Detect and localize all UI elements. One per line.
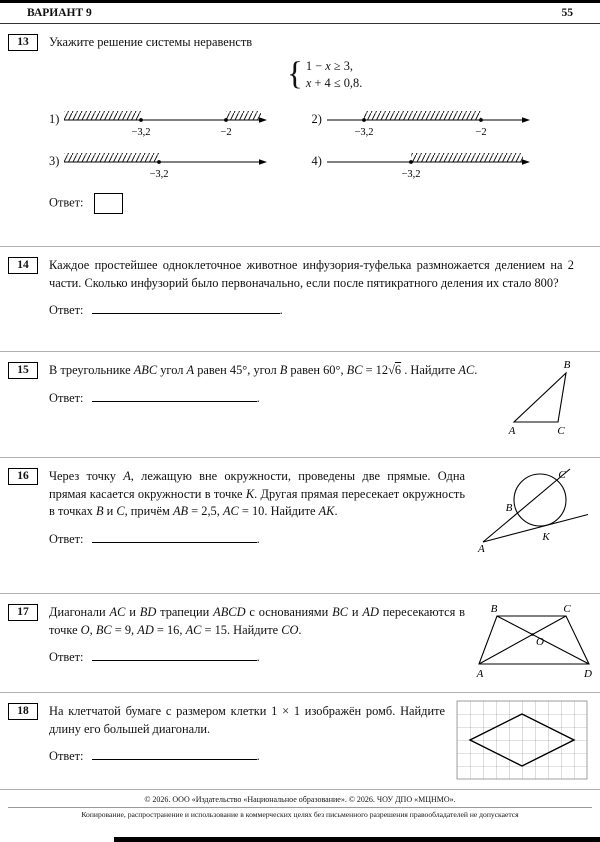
answer-period: . [256, 390, 260, 405]
problem-17-number-badge: 17 [8, 604, 38, 621]
problem-14-text: Каждое простейшее одноклеточное животное инфузория-туфелька размножается делением на 2 части. Сколько инфузорий было первоначально, если после пятикратного деления их стало 800? [49, 258, 574, 290]
point-label-k: K [542, 531, 550, 543]
answer-options [49, 104, 574, 180]
answer-period: . [256, 650, 260, 665]
arrowhead-icon [522, 159, 530, 164]
arrowhead-icon [259, 117, 267, 122]
problem-14 [0, 247, 600, 352]
problem-18-text: На клетчатой бумаге с размером клетки 1 × 1 изображён ромб. Найдите длину его большей диагонали. [49, 704, 445, 736]
point-dot [139, 118, 143, 122]
page-header [0, 3, 600, 24]
option-4 [312, 146, 575, 180]
answer-label: Ответ: [49, 531, 84, 546]
problem-16-body [49, 468, 465, 548]
answer-blank-line [92, 302, 280, 314]
options-row-1 [49, 104, 574, 138]
intersection-dot [531, 633, 534, 636]
answer-row-15 [49, 390, 495, 408]
vertex-label-b: B [563, 359, 571, 371]
vertex-label-d: D [584, 668, 592, 680]
problem-13-text: Укажите решение системы неравенств [49, 35, 253, 49]
copyright-line: © 2026. ООО «Издательство «Национальное образование». © 2026. ЧОУ ДПО «МЦНМО». [8, 795, 592, 808]
vertex-label-c: C [563, 604, 571, 615]
answer-row-18 [49, 748, 445, 766]
problem-13-body [49, 34, 574, 214]
problem-13-number-badge: 13 [8, 34, 38, 51]
point-label-a: A [478, 543, 485, 554]
option-1-label: 1) [49, 111, 60, 126]
problem-16 [0, 458, 600, 594]
answer-period: . [279, 303, 283, 318]
tick-label: −2 [475, 126, 487, 138]
problem-17-text: Диагонали AC и BD трапеции ABCD с основаниями BC и AD пересекаются в точке O, BC = 9, AD = 16, AC = 15. Найдите CO. [49, 605, 466, 637]
problem-17 [0, 594, 600, 693]
number-line-option-3 [63, 146, 268, 180]
point-dot [224, 118, 228, 122]
grid [457, 701, 587, 779]
point-dot [479, 118, 483, 122]
answer-period: . [256, 749, 260, 764]
arrowhead-icon [522, 117, 530, 122]
system-line-1: 1 − x ≥ 3, [305, 58, 354, 73]
vertex-label-a: A [476, 668, 484, 680]
number-line-option-2 [326, 104, 531, 138]
point-label-b: B [505, 502, 513, 514]
tick-label: −2 [220, 126, 232, 138]
point-dot [409, 160, 413, 164]
triangle-figure [506, 358, 590, 436]
answer-row-13 [49, 193, 574, 214]
hatch-region [64, 153, 159, 162]
hatch-region [364, 111, 481, 120]
point-label-o: O [536, 636, 544, 648]
option-3 [49, 146, 312, 180]
problem-14-row [0, 247, 600, 320]
rhombus-grid-figure [456, 700, 588, 780]
scan-black-bar [114, 837, 600, 842]
answer-row-14 [49, 302, 574, 320]
circle-figure [476, 466, 594, 554]
problem-18-number-badge: 18 [8, 703, 38, 720]
point-dot [362, 118, 366, 122]
options-row-2 [49, 146, 574, 180]
problem-14-number-badge: 14 [8, 257, 38, 274]
point-dot [157, 160, 161, 164]
tick-label: −3,2 [149, 168, 169, 180]
answer-blank-line [92, 390, 257, 402]
tick-label: −3,2 [131, 126, 151, 138]
problem-15-number-badge: 15 [8, 362, 38, 379]
hatch-region [64, 111, 141, 120]
tick-label: −3,2 [401, 168, 421, 180]
page-footer [0, 795, 600, 842]
vertex-label-c: C [557, 425, 565, 436]
answer-label: Ответ: [49, 303, 84, 318]
answer-box [94, 193, 123, 214]
problem-18 [0, 693, 600, 790]
vertex-label-a: A [508, 425, 516, 436]
answer-label: Ответ: [49, 749, 84, 764]
option-4-label: 4) [311, 153, 322, 168]
circle-shape [514, 474, 566, 526]
problem-18-body [49, 703, 445, 766]
problem-16-text: Через точку A, лежащую вне окружности, проведены две прямые. Одна прямая касается окружности в точке K. Другая прямая пересекает окружность в точках B и C, причём AB = 2,5, AC = 10. Найдите AK. [49, 469, 466, 519]
triangle-shape [514, 373, 566, 422]
option-2-label: 2) [311, 111, 322, 126]
problem-15-body [49, 362, 495, 407]
system-lines [306, 58, 362, 92]
answer-blank-line [92, 649, 257, 661]
problem-16-number-badge: 16 [8, 468, 38, 485]
hatch-region [411, 153, 523, 162]
number-line-option-4 [326, 146, 531, 180]
problem-13-row [0, 24, 600, 214]
option-1 [49, 104, 312, 138]
tick-label: −3,2 [354, 126, 374, 138]
answer-blank-line [92, 531, 257, 543]
variant-title: ВАРИАНТ 9 [27, 7, 92, 19]
answer-period: . [256, 531, 260, 546]
page-number: 55 [561, 7, 573, 19]
point-label-c: C [558, 469, 566, 481]
hatch-region [226, 111, 261, 120]
copy-restriction-notice: Копирование, распространение и использование в коммерческих целях без письменного разрешения правообладателей не допускается [81, 810, 519, 819]
answer-label: Ответ: [49, 194, 84, 209]
answer-blank-line [92, 748, 257, 760]
problem-17-body [49, 604, 465, 667]
vertex-label-b: B [490, 604, 498, 615]
trapezoid-shape [479, 616, 589, 664]
answer-row-16 [49, 531, 465, 549]
problem-15-text: В треугольнике ABC угол A равен 45°, угол B равен 60°, BC = 12√6 . Найдите AC. [49, 363, 478, 377]
inequality-system [287, 58, 574, 92]
arrowhead-icon [259, 159, 267, 164]
answer-label: Ответ: [49, 650, 84, 665]
problem-13 [0, 24, 600, 247]
trapezoid-figure [474, 604, 594, 682]
problem-15 [0, 352, 600, 458]
number-line-option-1 [63, 104, 268, 138]
answer-label: Ответ: [49, 390, 84, 405]
option-3-label: 3) [49, 153, 60, 168]
option-2 [312, 104, 575, 138]
problem-14-body [49, 257, 574, 320]
system-line-2: x + 4 ≤ 0,8. [305, 75, 363, 90]
diagonal-ac [479, 616, 566, 664]
system-brace: { [287, 56, 303, 93]
answer-row-17 [49, 649, 465, 667]
